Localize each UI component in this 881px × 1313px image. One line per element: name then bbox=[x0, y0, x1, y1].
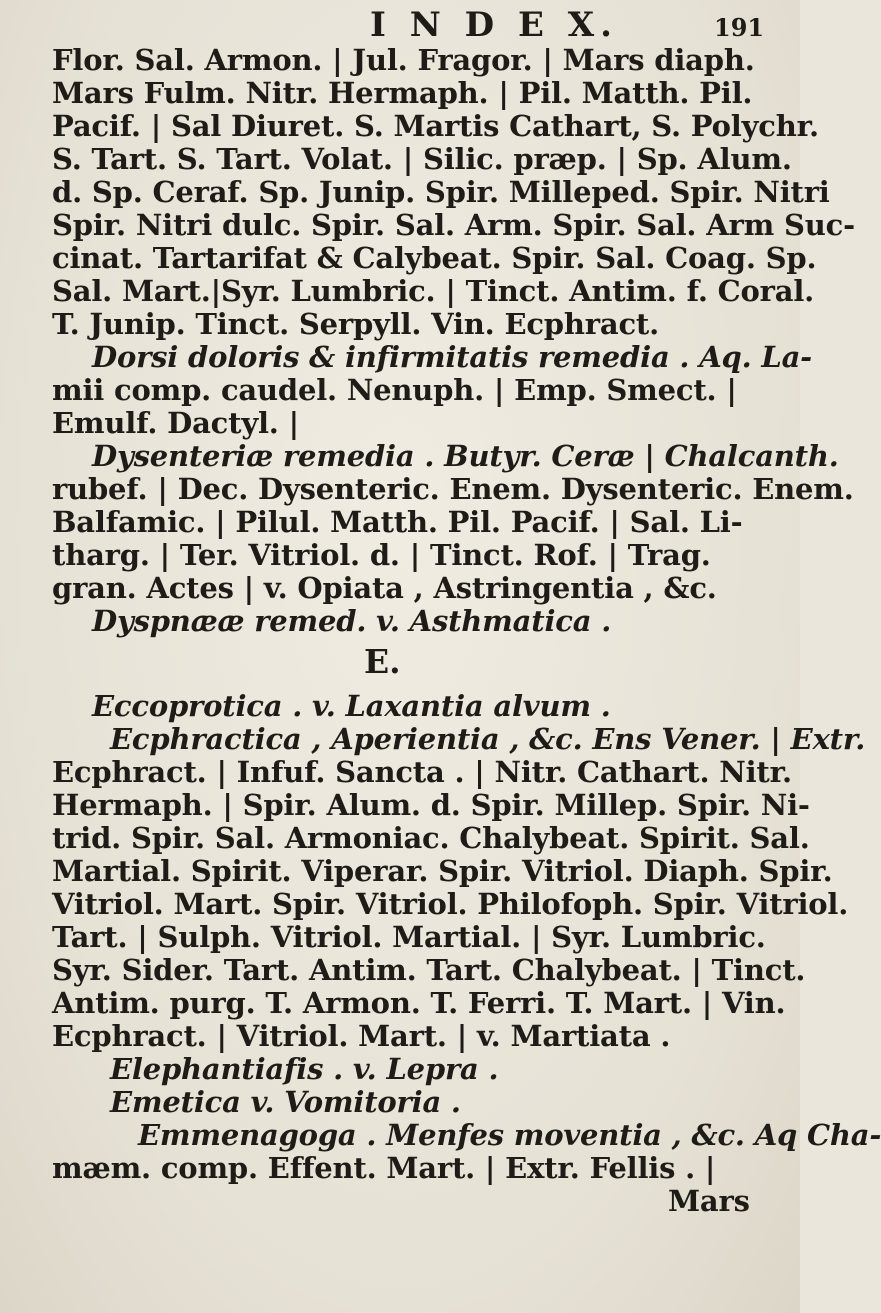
text-line: T. Junip. Tinct. Serpyll. Vin. Ecphract. bbox=[52, 307, 659, 341]
text-line: mii comp. caudel. Nenuph. | Emp. Smect. | bbox=[52, 373, 737, 407]
text-line: mæm. comp. Effent. Mart. | Extr. Fellis . | bbox=[52, 1151, 716, 1185]
text-line: cinat. Tartarifat & Calybeat. Spir. Sal. Coag. Sp. bbox=[52, 241, 817, 275]
index-entry-heading bbox=[52, 722, 866, 756]
text-line: Balfamic. | Pilul. Matth. Pil. Pacif. | Sal. Li- bbox=[52, 505, 743, 539]
text-line: trid. Spir. Sal. Armoniac. Chalybeat. Spirit. Sal. bbox=[52, 821, 810, 855]
entry-term: Dyspnææ remed. v. Asthmatica . bbox=[92, 604, 612, 638]
text-line: Emulf. Dactyl. | bbox=[52, 406, 299, 440]
text-line: Pacif. | Sal Diuret. S. Martis Cathart, S. Polychr. bbox=[52, 109, 819, 143]
section-letter: E. bbox=[364, 642, 401, 681]
text-line: Spir. Nitri dulc. Spir. Sal. Arm. Spir. Sal. Arm Suc- bbox=[52, 208, 855, 242]
entry-term: Eccoprotica . v. Laxantia alvum . bbox=[92, 689, 611, 723]
text-line: S. Tart. S. Tart. Volat. | Silic. præp. | Sp. Alum. bbox=[52, 142, 792, 176]
text-line: Ecphract. | Infuf. Sancta . | Nitr. Cathart. Nitr. bbox=[52, 755, 792, 789]
entry-term: Elephantiafis . v. Lepra . bbox=[110, 1052, 499, 1086]
text-line: Mars Fulm. Nitr. Hermaph. | Pil. Matth. Pil. bbox=[52, 76, 753, 110]
page-number: 191 bbox=[714, 13, 765, 42]
page-title: I N D E X. bbox=[370, 5, 618, 45]
index-entry-heading bbox=[52, 1086, 772, 1119]
page-header bbox=[0, 5, 800, 45]
index-entry-heading bbox=[52, 690, 772, 723]
text-line: tharg. | Ter. Vitriol. d. | Tinct. Rof. | Trag. bbox=[52, 538, 711, 572]
text-line: Sal. Mart.|Syr. Lumbric. | Tinct. Antim. f. Coral. bbox=[52, 274, 815, 308]
index-entry-heading bbox=[52, 340, 813, 374]
text-line: Antim. purg. T. Armon. T. Ferri. T. Mart. | Vin. bbox=[52, 986, 786, 1020]
index-text bbox=[52, 43, 881, 1218]
text-line: rubef. | Dec. Dysenteric. Enem. Dysenteric. Enem. bbox=[52, 472, 854, 506]
entry-term: Ecphractica , Aperientia , &c. Ens Vener. | Extr. bbox=[110, 722, 866, 756]
text-line: Vitriol. Mart. Spir. Vitriol. Philofoph. Spir. Vitriol. bbox=[52, 887, 849, 921]
text-line: Ecphract. | Vitriol. Mart. | v. Martiata . bbox=[52, 1019, 671, 1053]
entry-term: Dysenteriæ remedia . Butyr. Ceræ | Chalcanth. bbox=[92, 439, 839, 473]
text-line: gran. Actes | v. Opiata , Astringentia , &c. bbox=[52, 571, 717, 605]
text-line: Tart. | Sulph. Vitriol. Martial. | Syr. Lumbric. bbox=[52, 920, 766, 954]
entry-term: Dorsi doloris & infirmitatis remedia . Aq. La- bbox=[92, 340, 813, 374]
index-entry-heading bbox=[52, 439, 839, 473]
entry-term: Emetica v. Vomitoria . bbox=[110, 1085, 461, 1119]
entry-term: Emmenagoga . Menfes moventia , &c. Aq Cha- bbox=[138, 1118, 881, 1152]
index-entry-heading bbox=[52, 1118, 881, 1152]
text-line: Hermaph. | Spir. Alum. d. Spir. Millep. Spir. Ni- bbox=[52, 788, 810, 822]
text-line: Flor. Sal. Armon. | Jul. Fragor. | Mars diaph. bbox=[52, 43, 755, 77]
index-entry-heading bbox=[52, 1053, 772, 1086]
catchword: Mars bbox=[668, 1184, 750, 1218]
index-entry-heading bbox=[52, 605, 772, 638]
text-line: Martial. Spirit. Viperar. Spir. Vitriol. Diaph. Spir. bbox=[52, 854, 833, 888]
text-line: d. Sp. Ceraf. Sp. Junip. Spir. Milleped. Spir. Nitri bbox=[52, 175, 830, 209]
text-line: Syr. Sider. Tart. Antim. Tart. Chalybeat. | Tinct. bbox=[52, 953, 806, 987]
